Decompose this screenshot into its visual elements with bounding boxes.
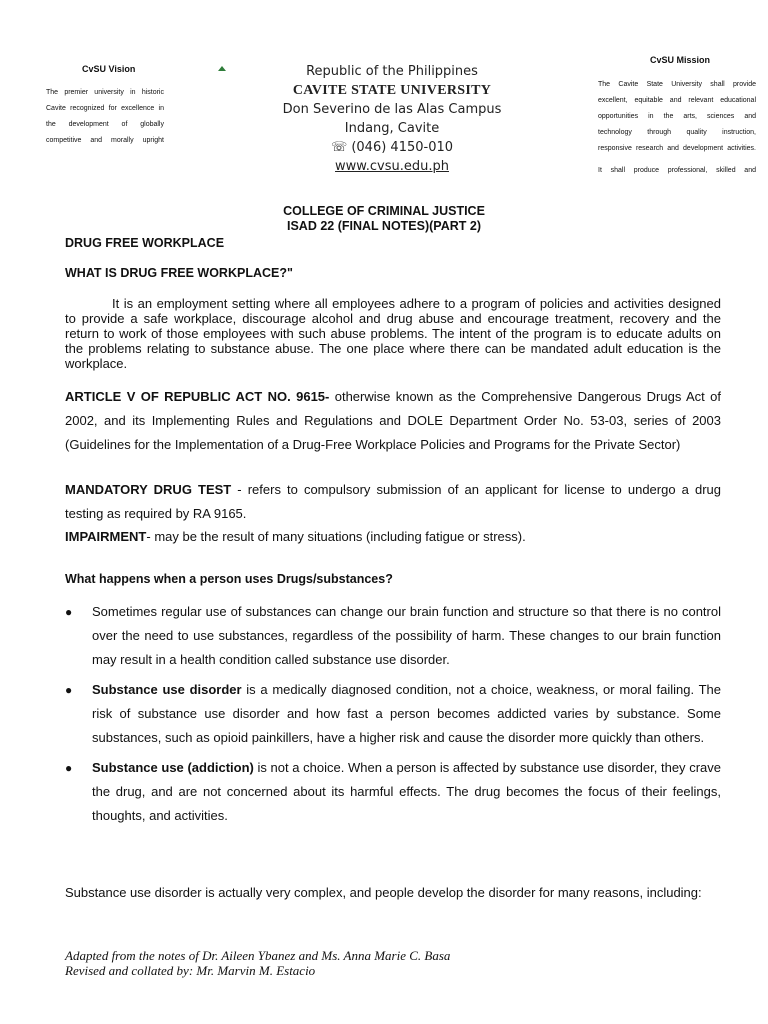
mission-line: The Cavite State University shall provide [598,81,756,88]
article-term: ARTICLE V OF REPUBLIC ACT NO. 9615- [65,389,330,404]
republic-line: Republic of the Philippines [306,64,478,79]
letterhead [264,62,520,176]
university-logo-icon [218,66,226,71]
footer-credits [65,948,450,978]
phone-line: ☏ (046) 4150-010 [330,140,454,155]
mission-title: CvSU Mission [650,55,711,65]
mission-text [598,77,756,157]
footer-revised: Revised and collated by: Mr. Marvin M. Estacio [65,963,316,978]
list-item [65,678,721,750]
location-line: Indang, Cavite [344,121,440,136]
vision-line: Cavite recognized for excellence in [46,105,164,112]
mandatory-text: - refers to compulsory submission of an applicant for license to undergo a drug testing as required by RA 9165. [65,482,721,521]
bullet-text: Sometimes regular use of substances can change our brain function and structure so that there is no control over the need to use substances, regardless of the possibility of harm. These changes to our brain function may result in a health condition called substance use disorder. [92,604,721,667]
bullet-text: is not a choice. When a person is affected by substance use disorder, they crave the drug, and are not concerned about its harmful effects. The drug becomes the focus of their feelings, thoughts, and activities. [92,760,721,823]
article-definition [65,385,721,457]
college-name: COLLEGE OF CRIMINAL JUSTICE [283,204,485,218]
impairment-text: - may be the result of many situations (including fatigue or stress). [146,529,526,544]
bullet-icon: ● [65,761,73,775]
mission-line: It shall produce professional, skilled and [598,167,756,174]
mission-line: responsive research and development activities. [598,145,756,152]
bullet-text: is a medically diagnosed condition, not a choice, weakness, or moral failing. The risk of substance use disorder and how fast a person becomes addicted varies by substance. Some substances, such as opioid painkillers, have a higher risk and cause the disorder more quickly than others. [92,682,721,745]
impairment-definition [65,525,721,549]
intro-paragraph: It is an employment setting where all employees adhere to a program of policies and activities designed to provide a safe workplace, discourage alcohol and drug abuse and encourage treatment, recovery and the return to work of those employees with such abuse problems. The intent of the program is to educate adults on the problems relating to substance abuse. The one place where there can be mandated adult education is the workplace. [65,296,721,371]
impairment-term: IMPAIRMENT [65,529,147,544]
footer-adapted: Adapted from the notes of Dr. Aileen Ybanez and Ms. Anna Marie C. Basa [65,948,451,963]
question-heading: WHAT IS DRUG FREE WORKPLACE?" [65,266,293,280]
mission-line: opportunities in the arts, sciences and [598,113,756,120]
mission-line: technology through quality instruction, [598,129,756,136]
mission-line: excellent, equitable and relevant educational [598,97,756,104]
article-text: otherwise known as the Comprehensive Dangerous Drugs Act of 2002, and its Implementing Rules and Regulations and DOLE Department Order No. 53-03, series of 2003 (Guidelines for the Implementation of a Drug-Free Workplace Policies and Programs for the Private Sector) [65,389,721,452]
drugs-question-heading: What happens when a person uses Drugs/substances? [65,572,393,586]
bullet-icon: ● [65,683,73,697]
vision-line: The premier university in historic [46,89,164,96]
course-title: ISAD 22 (FINAL NOTES)(PART 2) [287,219,481,233]
vision-title: CvSU Vision [82,64,136,74]
section-heading: DRUG FREE WORKPLACE [65,236,225,250]
effects-list [65,600,721,828]
mandatory-term: MANDATORY DRUG TEST [65,482,232,497]
bullet-icon: ● [65,605,73,619]
vision-line: the development of globally [46,121,164,128]
list-item [65,600,721,672]
bullet-term: Substance use disorder [92,682,242,697]
closing-paragraph: Substance use disorder is actually very complex, and people develop the disorder for many reasons, including: [65,885,702,900]
mission-continued [598,163,756,179]
vision-text [46,85,164,149]
vision-line: competitive and morally upright [46,137,164,144]
website-link[interactable]: www.cvsu.edu.ph [335,159,449,174]
bullet-term: Substance use (addiction) [92,760,254,775]
mandatory-drug-test-definition [65,478,721,526]
list-item [65,756,721,828]
document-title [0,204,768,234]
university-name: CAVITE STATE UNIVERSITY [292,83,492,98]
campus-line: Don Severino de las Alas Campus [282,102,502,117]
